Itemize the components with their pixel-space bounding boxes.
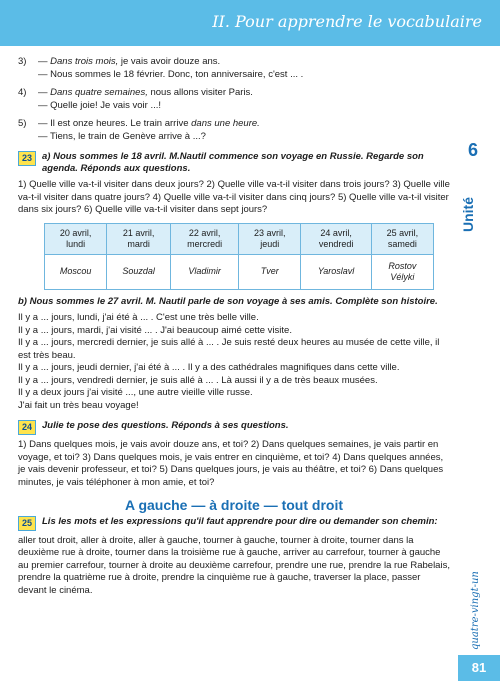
exercise-questions: 1) Quelle ville va-t-il visiter dans deux jours? 2) Quelle ville va-t-il visiter dans trois jours? 3) Quelle ville va-t-il visiter dans quatre jours? 4) Quelle ville va-t-il visiter dans cinq jours? 5) Quelle ville va-t-il visiter dans six jours? 6) Quelle ville va-t-il visiter dans sept jours?	[18, 179, 450, 215]
table-row	[45, 223, 434, 254]
dialogue-italic: Dans quatre semaines,	[50, 87, 148, 98]
story-line: Il y a deux jours j'ai visité ..., une autre vieille ville russe.	[18, 387, 253, 398]
dialogue-text: — Il est onze heures. Le train arrive	[38, 118, 192, 129]
table-row	[45, 254, 434, 289]
header-band	[0, 0, 500, 46]
dialogue-italic: dans une heure.	[191, 118, 260, 129]
unit-number: 6	[468, 140, 479, 160]
table-cell: 22 avril, mercredi	[171, 223, 239, 254]
story-text	[18, 312, 450, 412]
dialogue-number: 4)	[18, 87, 27, 98]
exercise-24-header	[18, 420, 450, 435]
dialogue	[18, 87, 450, 112]
table-cell: 24 avril, vendredi	[301, 223, 371, 254]
page-number: 81	[458, 655, 500, 681]
story-line: Il y a ... jours, mardi, j'ai visité ... . J'ai beaucoup aimé cette visite.	[18, 324, 292, 336]
dialogue-text: —	[38, 56, 51, 67]
exercise-title: Julie te pose des questions. Réponds à ses questions.	[42, 420, 289, 431]
dialogue-reply: — Quelle joie! Je vais voir ...!	[38, 99, 162, 111]
table-cell: 23 avril, jeudi	[239, 223, 301, 254]
exercise-title: a) Nous sommes le 18 avril. M.Nautil commence son voyage en Russie. Regarde son agenda. Réponds aux questions.	[42, 151, 424, 174]
table-cell: Souzdal	[107, 254, 171, 289]
dialogue	[18, 118, 450, 143]
table-cell: 21 avril, mardi	[107, 223, 171, 254]
dialogue-text: nous allons visiter Paris.	[147, 87, 253, 98]
story-line: Il y a ... jours, mercredi dernier, je suis allé à ... . Je suis resté deux heures au musée de cette ville, il est très beau.	[18, 337, 440, 361]
page-word: quatre-vingt-un	[470, 571, 481, 650]
exercise-number: 23	[18, 151, 36, 166]
story-line: Il y a ... jours, lundi, j'ai été à ... . C'est une très belle ville.	[18, 312, 259, 323]
table-cell: Tver	[239, 254, 301, 289]
dialogue	[18, 56, 450, 81]
exercise-text: 1) Dans quelques mois, je vais avoir douze ans, et toi? 2) Dans quelques semaines, je vais partir en voyage, et toi? 3) Dans quelques mois, je vais entrer en cinquième, et toi? 4) Dans quelques années, je vais devenir professeur, et toi? 5) Dans quelques jours, je vais au théâtre, et toi? 6) Dans quelques minutes, je vais téléphoner à mon amie, et toi?	[18, 439, 444, 488]
dialogue-number: 3)	[18, 56, 27, 67]
table-cell: Yaroslavl	[301, 254, 371, 289]
unit-label: Unité	[460, 197, 476, 232]
story-line: J'ai fait un très beau voyage!	[18, 399, 139, 411]
header-title: II. Pour apprendre le vocabulaire	[212, 12, 482, 31]
exercise-subtitle-b: b) Nous sommes le 27 avril. M. Nautil parle de son voyage à ses amis. Complète son histoire.	[18, 295, 438, 307]
exercise-23-header	[18, 151, 450, 175]
table-cell: Moscou	[45, 254, 107, 289]
dialogue-reply: — Tiens, le train de Genève arrive à ...?	[38, 130, 206, 142]
story-line: Il y a ... jours, vendredi dernier, je suis allé à ... . Là aussi il y a de très beaux musées.	[18, 374, 378, 386]
exercise-25-header	[18, 516, 450, 531]
agenda-table	[44, 223, 434, 290]
dialogue-italic: Dans trois mois,	[50, 56, 119, 67]
dialogue-text: je vais avoir douze ans.	[118, 56, 221, 67]
page-content	[18, 56, 450, 597]
exercise-number: 24	[18, 420, 36, 435]
table-cell: 25 avril, samedi	[371, 223, 433, 254]
dialogue-reply: — Nous sommes le 18 février. Donc, ton anniversaire, c'est ... .	[38, 68, 304, 80]
table-cell: Vladimir	[171, 254, 239, 289]
dialogue-text: —	[38, 87, 51, 98]
exercise-number: 25	[18, 516, 36, 531]
exercise-title: Lis les mots et les expressions qu'il faut apprendre pour dire ou demander son chemin:	[42, 515, 438, 527]
table-cell: 20 avril, lundi	[45, 223, 107, 254]
dialogue-number: 5)	[18, 118, 27, 129]
table-cell: Rostov Vélyki	[371, 254, 433, 289]
story-line: Il y a ... jours, jeudi dernier, j'ai été à ... . Il y a des cathédrales magnifiques dans cette ville.	[18, 362, 400, 373]
exercise-text: aller tout droit, aller à droite, aller à gauche, tourner à gauche, tourner à droite, tourner dans la deuxième rue à droite, tourner dans la troisième rue à gauche, arriver au carrefour, tourner à gauche au premier carrefour, tourner à droite au deuxième carrefour, prendre une rue, prendre la rue Rabelais, prendre la quatrième rue à droite, prendre la cinquième rue à gauche, traverser la place, passer devant le cinéma.	[18, 534, 450, 596]
section-title: A gauche — à droite — tout droit	[124, 497, 344, 513]
